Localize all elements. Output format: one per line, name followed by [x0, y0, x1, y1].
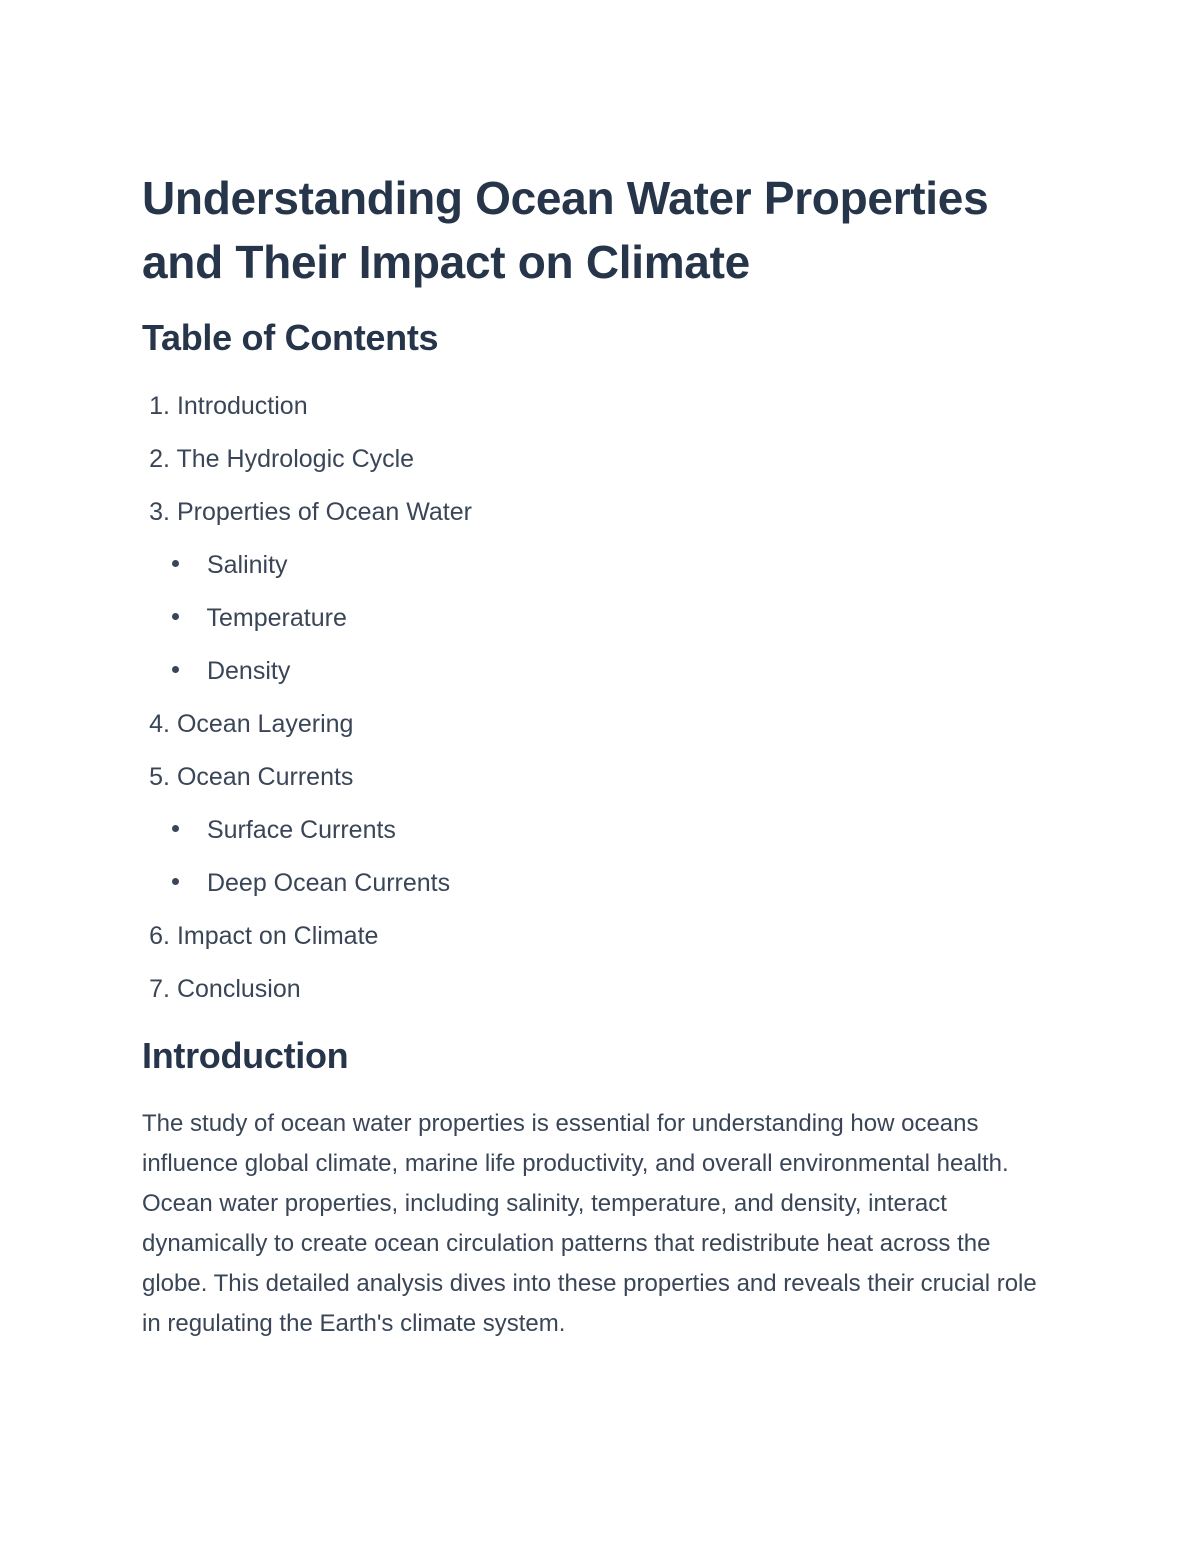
toc-item-hydrologic-cycle[interactable]: [142, 439, 1042, 492]
toc-subitem-temperature[interactable]: [142, 598, 1042, 651]
toc-item-number: 1.: [149, 392, 170, 420]
toc-item-introduction[interactable]: [142, 386, 1042, 439]
toc-item-label: Impact on Climate: [176, 922, 379, 950]
toc-subitem-label: Deep Ocean Currents: [206, 869, 451, 897]
introduction-heading: Introduction: [142, 1035, 349, 1076]
toc-item-label: Introduction: [176, 392, 308, 420]
toc-subitem-label: Surface Currents: [206, 816, 396, 844]
toc-item-number: 5.: [149, 763, 170, 791]
toc-item-number: 3.: [149, 498, 170, 526]
toc-item-number: 2.: [149, 445, 170, 473]
bullet-icon: [172, 666, 179, 673]
toc-item-conclusion[interactable]: [142, 969, 1042, 1022]
toc-heading: Table of Contents: [142, 317, 439, 358]
toc-item-number: 6.: [149, 922, 170, 950]
table-of-contents: [142, 386, 1042, 1022]
toc-subitem-label: Temperature: [206, 604, 347, 632]
bullet-icon: [172, 613, 179, 620]
toc-item-impact-on-climate[interactable]: [142, 916, 1042, 969]
document-title: Understanding Ocean Water Properties and Their Impact on Climate: [142, 172, 989, 288]
toc-item-label: The Hydrologic Cycle: [176, 445, 415, 473]
toc-item-ocean-layering[interactable]: [142, 704, 1042, 757]
toc-subitem-label: Density: [206, 657, 291, 685]
toc-item-number: 7.: [149, 975, 170, 1003]
toc-subitem-deep-ocean-currents[interactable]: [142, 863, 1042, 916]
toc-item-ocean-currents[interactable]: [142, 757, 1042, 810]
toc-subitem-surface-currents[interactable]: [142, 810, 1042, 863]
toc-item-number: 4.: [149, 710, 170, 738]
toc-item-label: Ocean Layering: [176, 710, 354, 738]
introduction-paragraph: The study of ocean water properties is essential for understanding how oceans influence global climate, marine life productivity, and overall environmental health. Ocean water properties, including salinity, temperature, and density, interact dynamically to create ocean circulation patterns that redistribute heat across the globe. This detailed analysis dives into these properties and reveals their crucial role in regulating the Earth's climate system.: [142, 1110, 1037, 1337]
toc-item-label: Ocean Currents: [176, 763, 354, 791]
toc-subitem-density[interactable]: [142, 651, 1042, 704]
toc-item-label: Properties of Ocean Water: [176, 498, 472, 526]
toc-item-properties-of-ocean-water[interactable]: [142, 492, 1042, 545]
bullet-icon: [172, 825, 179, 832]
toc-subitem-salinity[interactable]: [142, 545, 1042, 598]
bullet-icon: [172, 878, 179, 885]
toc-item-label: Conclusion: [176, 975, 301, 1003]
toc-subitem-label: Salinity: [206, 551, 288, 579]
bullet-icon: [172, 560, 179, 567]
